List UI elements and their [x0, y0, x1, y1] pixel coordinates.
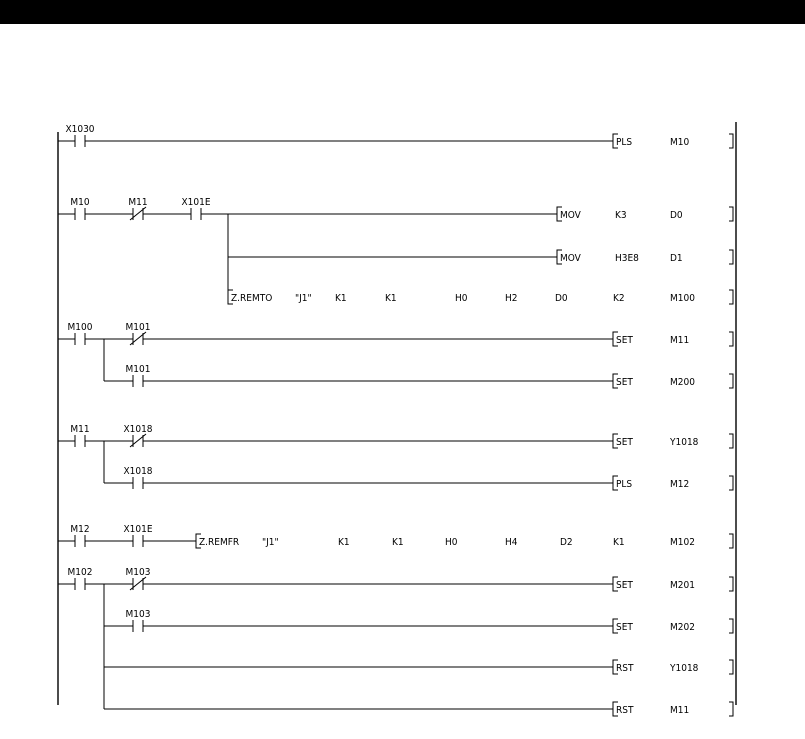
instruction-set [613, 374, 733, 388]
no-contact-m102 [68, 567, 93, 590]
instruction-set [613, 619, 733, 633]
bracket-close [729, 660, 733, 674]
instruction-operand: Y1018 [670, 663, 699, 674]
contact-label: X101E [123, 524, 153, 535]
instruction-name: PLS [616, 137, 633, 148]
instruction-operand: "J1" [262, 537, 279, 548]
instruction-operand: M12 [670, 479, 690, 490]
instruction-name: RST [616, 663, 634, 674]
nc-contact-x1018 [123, 424, 152, 447]
contact-label: X1030 [65, 124, 95, 135]
contact-label: M103 [125, 609, 151, 620]
contact-label: M102 [67, 567, 93, 578]
instruction-operand: D0 [555, 293, 568, 304]
instruction-mov [557, 250, 733, 264]
instruction-operand: M202 [670, 622, 695, 633]
contact-label: X1018 [123, 466, 153, 477]
instruction-operand: K1 [392, 537, 404, 548]
instruction-operand: M10 [670, 137, 690, 148]
no-contact-m100 [68, 322, 93, 345]
nc-contact-m11 [128, 197, 147, 220]
instruction-set [613, 577, 733, 591]
contact-label: X1018 [123, 424, 153, 435]
instruction-pls [613, 476, 733, 490]
bracket-close [729, 290, 733, 304]
instruction-operand: K3 [615, 210, 627, 221]
instruction-z-remto [228, 290, 733, 304]
contact-label: M12 [70, 524, 90, 535]
bracket-close [729, 702, 733, 716]
contact-label: M11 [128, 197, 148, 208]
instruction-operand: D1 [670, 253, 683, 264]
nc-contact-m101 [126, 322, 151, 345]
instruction-operand: M11 [670, 335, 690, 346]
instruction-name: MOV [560, 253, 581, 264]
ladder-instructions [196, 134, 733, 716]
instruction-rst [613, 702, 733, 716]
bracket-close [729, 476, 733, 490]
instruction-operand: K1 [338, 537, 350, 548]
instruction-name: Z.REMTO [231, 293, 273, 304]
bracket-close [729, 207, 733, 221]
instruction-name: SET [616, 437, 633, 448]
bracket-close [729, 619, 733, 633]
instruction-name: SET [616, 622, 633, 633]
instruction-name: SET [616, 377, 633, 388]
instruction-name: PLS [616, 479, 633, 490]
bracket-close [729, 134, 733, 148]
contact-label: M101 [125, 322, 151, 333]
instruction-name: RST [616, 705, 634, 716]
instruction-operand: D0 [670, 210, 683, 221]
contact-label: X101E [181, 197, 211, 208]
instruction-operand: K1 [385, 293, 397, 304]
instruction-set [613, 332, 733, 346]
bracket-close [729, 434, 733, 448]
bracket-close [729, 534, 733, 548]
instruction-operand: H0 [445, 537, 458, 548]
bracket-close [729, 250, 733, 264]
instruction-operand: "J1" [295, 293, 312, 304]
instruction-operand: M102 [670, 537, 695, 548]
instruction-set [613, 434, 733, 448]
no-contact-x101e [181, 197, 210, 220]
contact-label: M10 [70, 197, 90, 208]
instruction-operand: M200 [670, 377, 695, 388]
instruction-z-remfr [196, 534, 733, 548]
no-contact-m10 [70, 197, 89, 220]
no-contact-x101e [123, 524, 152, 547]
instruction-operand: D2 [560, 537, 573, 548]
contact-label: M101 [125, 364, 151, 375]
contact-label: M100 [67, 322, 93, 333]
contact-label: M11 [70, 424, 90, 435]
instruction-operand: H2 [505, 293, 518, 304]
instruction-operand: K1 [335, 293, 347, 304]
nc-contact-m103 [126, 567, 151, 590]
instruction-operand: M100 [670, 293, 695, 304]
instruction-name: SET [616, 580, 633, 591]
instruction-operand: H3E8 [615, 253, 639, 264]
instruction-operand: H0 [455, 293, 468, 304]
no-contact-x1018 [123, 466, 152, 489]
instruction-operand: H4 [505, 537, 518, 548]
instruction-name: Z.REMFR [199, 537, 240, 548]
instruction-operand: Y1018 [670, 437, 699, 448]
no-contact-m11 [70, 424, 89, 447]
instruction-mov [557, 207, 733, 221]
instruction-operand: K1 [613, 537, 625, 548]
bracket-close [729, 577, 733, 591]
no-contact-m101 [126, 364, 151, 387]
bracket-close [729, 332, 733, 346]
instruction-name: SET [616, 335, 633, 346]
instruction-name: MOV [560, 210, 581, 221]
instruction-operand: M201 [670, 580, 695, 591]
ladder-contacts [65, 124, 210, 632]
no-contact-x1030 [65, 124, 94, 147]
no-contact-m103 [126, 609, 151, 632]
contact-label: M103 [125, 567, 151, 578]
instruction-operand: M11 [670, 705, 690, 716]
instruction-pls [613, 134, 733, 148]
bracket-close [729, 374, 733, 388]
no-contact-m12 [70, 524, 89, 547]
instruction-operand: K2 [613, 293, 625, 304]
instruction-rst [613, 660, 733, 674]
